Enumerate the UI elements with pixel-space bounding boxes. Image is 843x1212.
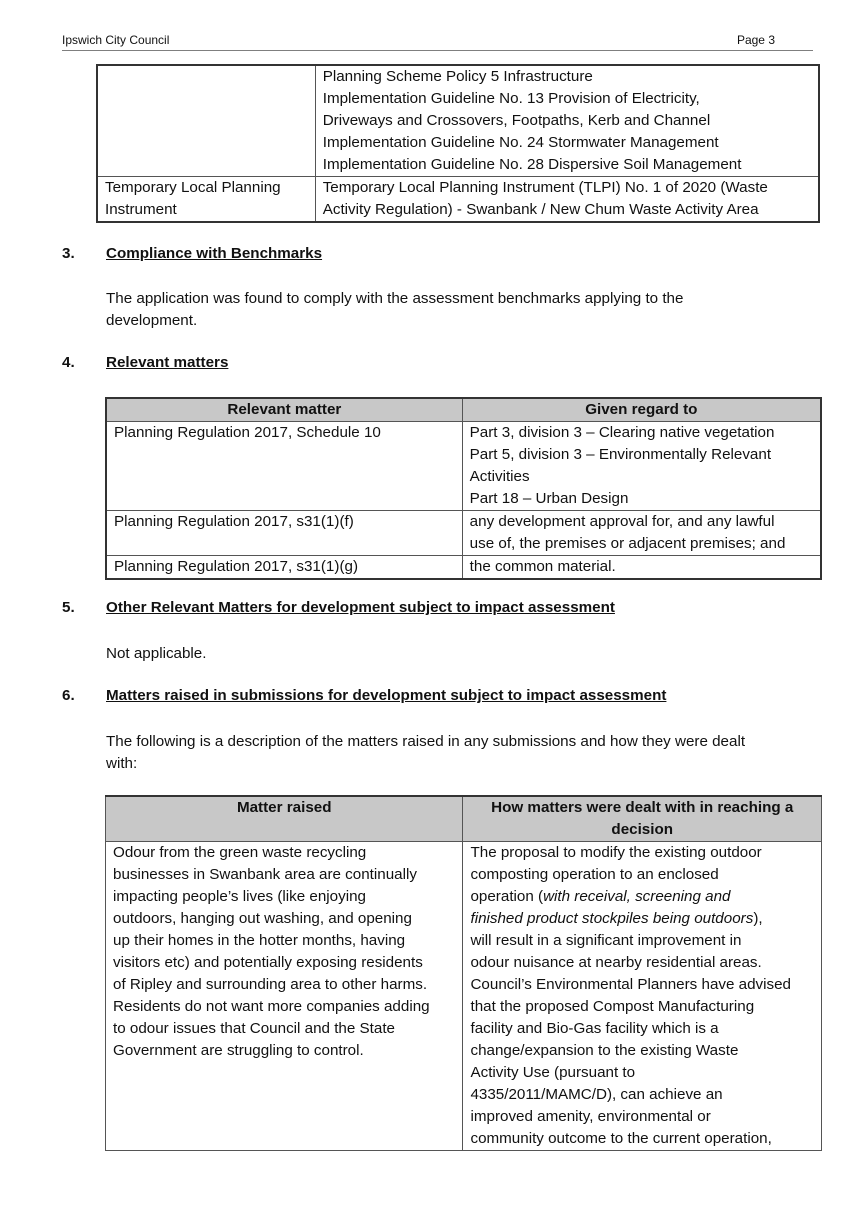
cell-line: visitors etc) and potentially exposing residents xyxy=(113,954,423,971)
cell-line: Temporary Local Planning xyxy=(105,179,281,196)
cell-line: Implementation Guideline No. 24 Stormwater Management xyxy=(322,134,719,151)
cell-line: The proposal to modify the existing outdoor xyxy=(470,844,762,861)
relevant-matters-table xyxy=(105,397,822,580)
section-4-number: 4. xyxy=(62,354,75,371)
header-page-number: Page 3 xyxy=(736,33,775,47)
cell-line: composting operation to an enclosed xyxy=(470,866,719,883)
cell-line: Part 18 – Urban Design xyxy=(469,490,629,507)
table-cell xyxy=(97,65,315,177)
table-cell: Planning Regulation 2017, s31(1)(g) xyxy=(106,556,462,580)
cell-line: up their homes in the hotter months, having xyxy=(113,932,406,949)
text-line: The application was found to comply with the assessment benchmarks applying to the xyxy=(106,290,684,307)
section-3-text xyxy=(106,288,796,332)
table-cell: Planning Regulation 2017, s31(1)(f) xyxy=(106,511,462,556)
column-header: Given regard to xyxy=(462,398,821,422)
cell-line: Part 5, division 3 – Environmentally Relevant xyxy=(469,446,772,463)
section-5-number: 5. xyxy=(62,599,75,616)
text-line: development. xyxy=(106,312,198,329)
cell-line: impacting people’s lives (like enjoying xyxy=(113,888,366,905)
cell-line: use of, the premises or adjacent premises; and xyxy=(469,535,786,552)
cell-line: to odour issues that Council and the State xyxy=(113,1020,395,1037)
cell-line: that the proposed Compost Manufacturing xyxy=(470,998,755,1015)
table-row xyxy=(106,556,821,580)
cell-line: Implementation Guideline No. 28 Dispersive Soil Management xyxy=(322,156,742,173)
cell-line: facility and Bio-Gas facility which is a xyxy=(470,1020,719,1037)
table-cell xyxy=(462,422,821,511)
cell-line: Activity Regulation) - Swanbank / New Chum Waste Activity Area xyxy=(322,201,759,218)
column-header: Relevant matter xyxy=(106,398,462,422)
cell-line: Activity Use (pursuant to xyxy=(470,1064,636,1081)
cell-line: Activities xyxy=(469,468,530,485)
planning-instruments-table xyxy=(96,64,820,223)
table-cell xyxy=(463,842,822,1151)
text-run: operation ( xyxy=(470,888,544,905)
cell-line: Council’s Environmental Planners have advised xyxy=(470,976,791,993)
column-header xyxy=(463,796,822,842)
cell-line: Odour from the green waste recycling xyxy=(113,844,367,861)
cell-line: odour nuisance at nearby residential areas. xyxy=(470,954,762,971)
cell-line: change/expansion to the existing Waste xyxy=(470,1042,739,1059)
column-header: Matter raised xyxy=(106,796,463,842)
table-cell xyxy=(315,177,819,223)
submissions-table xyxy=(105,795,822,1151)
text-line: with: xyxy=(106,755,138,772)
section-5-text: Not applicable. xyxy=(106,645,207,662)
table-cell xyxy=(97,177,315,223)
table-cell xyxy=(462,556,821,580)
table-row xyxy=(97,65,819,177)
section-6-number: 6. xyxy=(62,687,75,704)
table-row xyxy=(106,422,821,511)
italic-text: finished product stockpiles being outdoors xyxy=(470,910,754,927)
cell-line: improved amenity, environmental or xyxy=(470,1108,711,1125)
table-cell xyxy=(462,511,821,556)
cell-line: Planning Scheme Policy 5 Infrastructure xyxy=(322,68,593,85)
cell-line: Temporary Local Planning Instrument (TLPI) No. 1 of 2020 (Waste xyxy=(322,179,768,196)
section-3-title: Compliance with Benchmarks xyxy=(106,245,323,262)
cell-line: the common material. xyxy=(469,558,616,575)
table-cell: Planning Regulation 2017, Schedule 10 xyxy=(106,422,462,511)
cell-line: Government are struggling to control. xyxy=(113,1042,364,1059)
cell-line xyxy=(470,886,814,908)
text-line: The following is a description of the matters raised in any submissions and how they were dealt xyxy=(106,733,746,750)
cell-line: 4335/2011/MAMC/D), can achieve an xyxy=(470,1086,723,1103)
text-run: ), xyxy=(753,910,763,927)
section-6-text xyxy=(106,731,796,775)
italic-text: with receival, screening and xyxy=(543,888,731,905)
cell-line: community outcome to the current operation, xyxy=(470,1130,772,1147)
section-5-title: Other Relevant Matters for development subject to impact assessment xyxy=(106,599,615,616)
cell-line: businesses in Swanbank area are continually xyxy=(113,866,417,883)
table-header-row xyxy=(106,398,821,422)
cell-line xyxy=(470,908,814,930)
header-org: Ipswich City Council xyxy=(62,33,170,47)
section-4-title: Relevant matters xyxy=(106,354,229,371)
cell-line: Instrument xyxy=(105,201,177,218)
table-header-row xyxy=(106,796,822,842)
table-row xyxy=(106,842,822,1151)
table-cell xyxy=(106,842,463,1151)
section-3-number: 3. xyxy=(62,245,75,262)
cell-line: Driveways and Crossovers, Footpaths, Kerb and Channel xyxy=(322,112,711,129)
cell-line: outdoors, hanging out washing, and opening xyxy=(113,910,412,927)
header-line: decision xyxy=(611,821,674,838)
section-6-title: Matters raised in submissions for development subject to impact assessment xyxy=(106,687,667,704)
cell-line: Residents do not want more companies adding xyxy=(113,998,430,1015)
table-row xyxy=(97,177,819,223)
cell-line: will result in a significant improvement in xyxy=(470,932,742,949)
table-row xyxy=(106,511,821,556)
cell-line: Implementation Guideline No. 13 Provision of Electricity, xyxy=(322,90,700,107)
table-cell xyxy=(315,65,819,177)
page-header xyxy=(62,32,813,51)
header-line: How matters were dealt with in reaching a xyxy=(491,799,794,816)
cell-line: of Ripley and surrounding area to other harms. xyxy=(113,976,428,993)
cell-line: any development approval for, and any lawful xyxy=(469,513,775,530)
cell-line: Part 3, division 3 – Clearing native vegetation xyxy=(469,424,775,441)
